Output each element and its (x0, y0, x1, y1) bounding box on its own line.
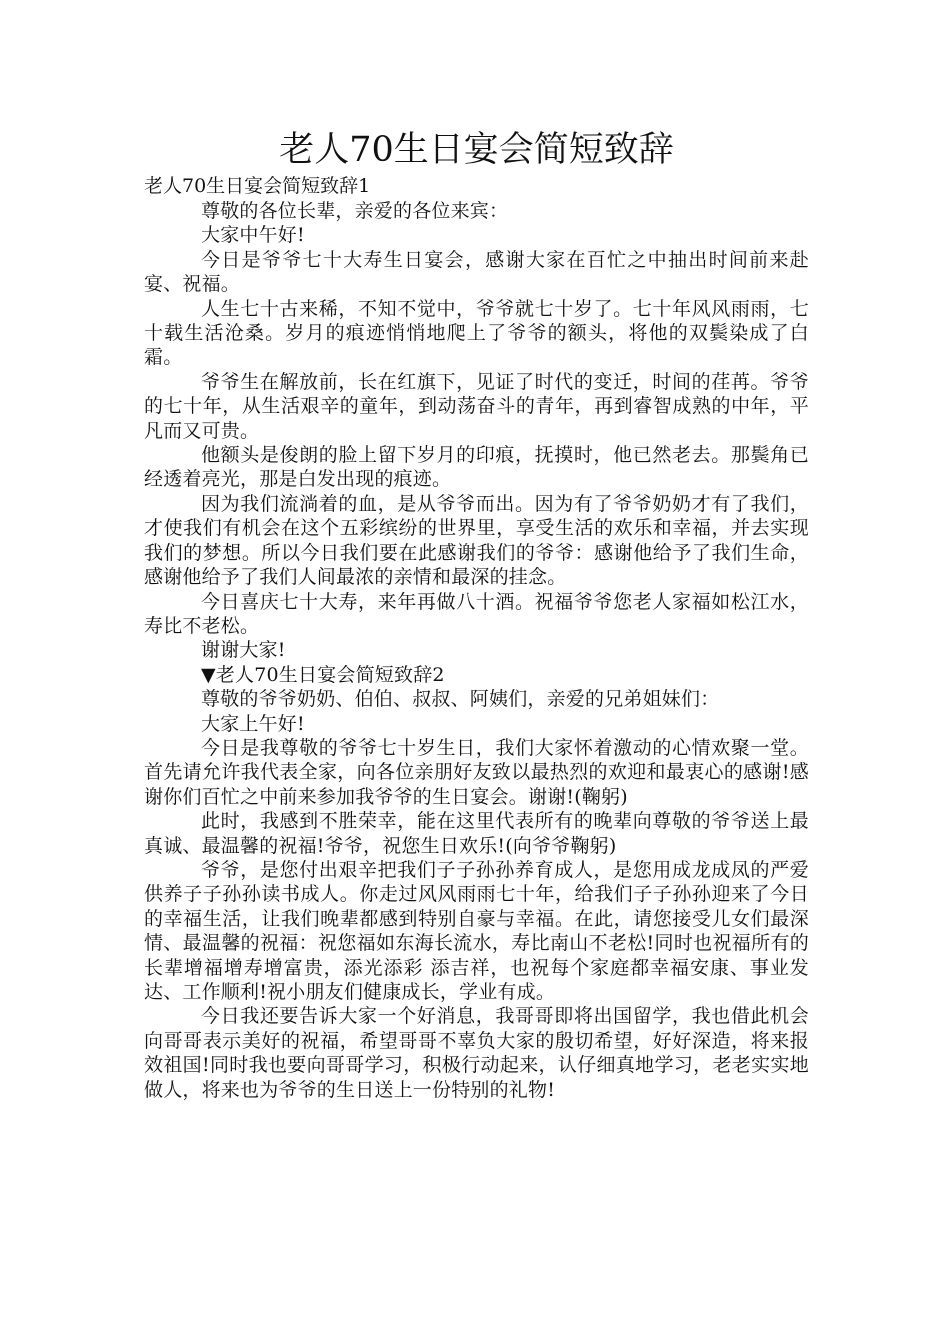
paragraph: 谢谢大家! (201, 639, 286, 662)
paragraph: 尊敬的各位长辈，亲爱的各位来宾： (201, 200, 509, 222)
paragraph: 尊敬的爷爷奶奶、伯伯、叔叔、阿姨们，亲爱的兄弟姐妹们： (201, 688, 720, 711)
section-1-heading: 老人70生日宴会简短致辞1 (144, 175, 371, 197)
paragraph: 爷爷，是您付出艰辛把我们子子孙孙养育成人，是您用成龙成凤的严爱供养子子孙孙读书成人。你走过风风雨雨七十年，给我们子子孙孙迎来了今日的幸福生活，让我们晚辈都感到特别自豪与幸福。在此，请您接受儿女们最深情、最温馨的祝福：祝您福如东海长流水，寿比南山不老松!同时也祝福所有的长辈增福增寿增富贵，添光添彩 添吉祥，也祝每个家庭都幸福安康、事业发达、工作顺利!祝小朋友们健康成长，学业有成。 (144, 858, 809, 1003)
paragraph: 人生七十古来稀，不知不觉中，爷爷就七十岁了。七十年风风雨雨，七十载生活沧桑。岁月的痕迹悄悄地爬上了爷爷的额头，将他的双鬓染成了白霜。 (144, 297, 809, 369)
section-2-heading: ▼老人70生日宴会简短致辞2 (201, 663, 445, 686)
paragraph: 爷爷生在解放前，长在红旗下，见证了时代的变迁，时间的荏苒。爷爷的七十年，从生活艰辛的童年，到动荡奋斗的青年，再到睿智成熟的中年，平凡而又可贵。 (144, 370, 809, 442)
paragraph: 大家上午好! (201, 712, 305, 735)
paragraph: 今日是我尊敬的爷爷七十岁生日，我们大家怀着激动的心情欢聚一堂。首先请允许我代表全家，向各位亲朋好友致以最热烈的欢迎和最衷心的感谢!感谢你们百忙之中前来参加我爷爷的生日宴会。谢谢!(鞠躬) (144, 736, 809, 808)
document-page (144, 130, 809, 1102)
paragraph: 他额头是俊朗的脸上留下岁月的印痕，抚摸时，他已然老去。那鬓角已经透着亮光，那是白发出现的痕迹。 (144, 444, 809, 491)
paragraph: 今日喜庆七十大寿，来年再做八十酒。祝福爷爷您老人家福如松江水，寿比不老松。 (144, 590, 809, 637)
document-title: 老人70生日宴会简短致辞 (279, 130, 674, 170)
paragraph: 今日我还要告诉大家一个好消息，我哥哥即将出国留学，我也借此机会向哥哥表示美好的祝福，希望哥哥不辜负大家的殷切希望，好好深造，将来报效祖国!同时我也要向哥哥学习，积极行动起来，认仔细真地学习，老老实实地做人，将来也为爷爷的生日送上一份特别的礼物! (144, 1005, 809, 1101)
paragraph: 此时，我感到不胜荣幸，能在这里代表所有的晚辈向尊敬的爷爷送上最真诚、最温馨的祝福!爷爷，祝您生日欢乐!(向爷爷鞠躬) (144, 810, 809, 857)
section-1-body (144, 199, 809, 663)
paragraph: 大家中午好! (201, 224, 305, 247)
paragraph: 因为我们流淌着的血，是从爷爷而出。因为有了爷爷奶奶才有了我们，才使我们有机会在这个五彩缤纷的世界里，享受生活的欢乐和幸福，并去实现我们的梦想。所以今日我们要在此感谢我们的爷爷：感谢他给予了我们生命，感谢他给予了我们人间最浓的亲情和最深的挂念。 (144, 492, 809, 589)
paragraph: 今日是爷爷七十大寿生日宴会，感谢大家在百忙之中抽出时间前来赴宴、祝福。 (144, 248, 809, 296)
section-2-body (144, 687, 809, 1102)
